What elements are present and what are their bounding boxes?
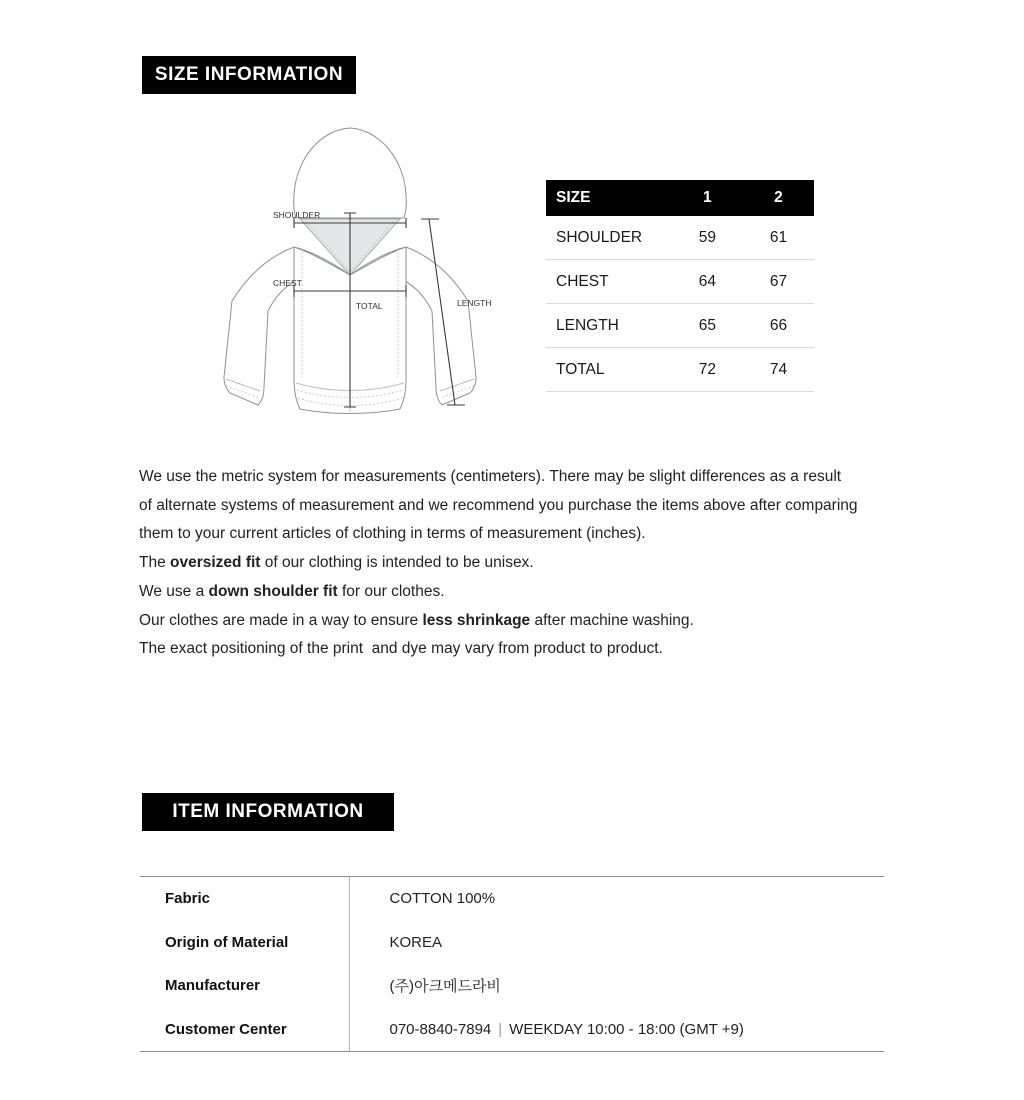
description-line: them to your current articles of clothing in terms of measurement (inches). — [139, 525, 646, 543]
size-row-value-1: 64 — [672, 260, 743, 304]
size-table-header-col-1: 1 — [703, 189, 712, 206]
item-row-value: COTTON 100% — [349, 877, 884, 921]
customer-center-phone: 070-8840-7894 — [389, 1020, 492, 1038]
size-row-label: LENGTH — [546, 304, 672, 348]
description-text: Our clothes are made in a way to ensure — [139, 611, 423, 629]
description-line: The exact positioning of the print and dye may vary from product to product. — [139, 640, 663, 658]
item-information-banner — [142, 793, 394, 831]
hood-outline — [294, 128, 407, 218]
item-row-key: Origin of Material — [165, 933, 289, 951]
table-row — [140, 877, 884, 921]
diagram-label-length: LENGTH — [457, 298, 492, 308]
size-row-value-2: 66 — [743, 304, 814, 348]
hoodie-measurement-diagram — [210, 115, 510, 420]
description-line-less-shrinkage — [139, 607, 879, 636]
description-text: We use a — [139, 582, 209, 600]
size-row-label: SHOULDER — [546, 216, 672, 260]
size-table-body — [546, 216, 814, 392]
size-table-header-row — [546, 180, 814, 216]
description-text: The — [139, 554, 171, 572]
description-emphasis: down shoulder fit — [208, 582, 338, 600]
customer-center-hours: WEEKDAY 10:00 - 18:00 (GMT +9) — [509, 1020, 744, 1038]
description-line: We use the metric system for measurements (centimeters). There may be slight differences as a result — [139, 468, 842, 485]
description-line-down-shoulder-fit — [139, 578, 879, 607]
size-row-value-1: 72 — [672, 348, 743, 392]
table-row — [546, 216, 814, 260]
description-emphasis: oversized fit — [170, 554, 261, 572]
item-row-value: KOREA — [349, 921, 884, 965]
item-information-table — [140, 876, 884, 1052]
item-row-key: Customer Center — [165, 1020, 287, 1038]
table-row — [546, 260, 814, 304]
diagram-label-shoulder: SHOULDER — [273, 210, 321, 220]
size-row-value-2: 61 — [743, 216, 814, 260]
diagram-label-total: TOTAL — [356, 301, 383, 311]
description-text: of our clothing is intended to be unisex. — [260, 554, 534, 572]
size-information-banner — [142, 56, 356, 94]
size-table — [546, 180, 814, 392]
size-row-label: CHEST — [546, 260, 672, 304]
description-line-oversized-fit — [139, 549, 879, 578]
table-row — [140, 1008, 884, 1052]
size-row-value-1: 65 — [672, 304, 743, 348]
customer-center-value — [349, 1008, 884, 1052]
item-row-key: Fabric — [165, 890, 211, 908]
table-row — [546, 304, 814, 348]
description-text: for our clothes. — [337, 582, 445, 600]
description-emphasis: less shrinkage — [422, 611, 531, 629]
size-table-header-col-2: 2 — [774, 189, 783, 206]
size-row-value-1: 59 — [672, 216, 743, 260]
description-text: after machine washing. — [530, 611, 694, 629]
size-row-value-2: 67 — [743, 260, 814, 304]
item-information-banner-label: ITEM INFORMATION — [172, 800, 364, 822]
size-table-header-size: SIZE — [556, 189, 591, 206]
size-row-value-2: 74 — [743, 348, 814, 392]
size-table-head — [546, 180, 814, 216]
customer-center-separator: | — [498, 1020, 503, 1038]
table-row — [140, 964, 884, 1008]
table-row — [140, 921, 884, 965]
size-information-banner-label: SIZE INFORMATION — [154, 63, 344, 85]
item-row-value: (주)아크메드라비 — [349, 964, 884, 1008]
description-line: of alternate systems of measurement and we recommend you purchase the items above after comparing — [139, 496, 858, 514]
table-row — [546, 348, 814, 392]
diagram-label-chest: CHEST — [273, 278, 302, 288]
size-row-label: TOTAL — [546, 348, 672, 392]
size-description — [139, 463, 879, 664]
item-row-key: Manufacturer — [165, 977, 261, 995]
